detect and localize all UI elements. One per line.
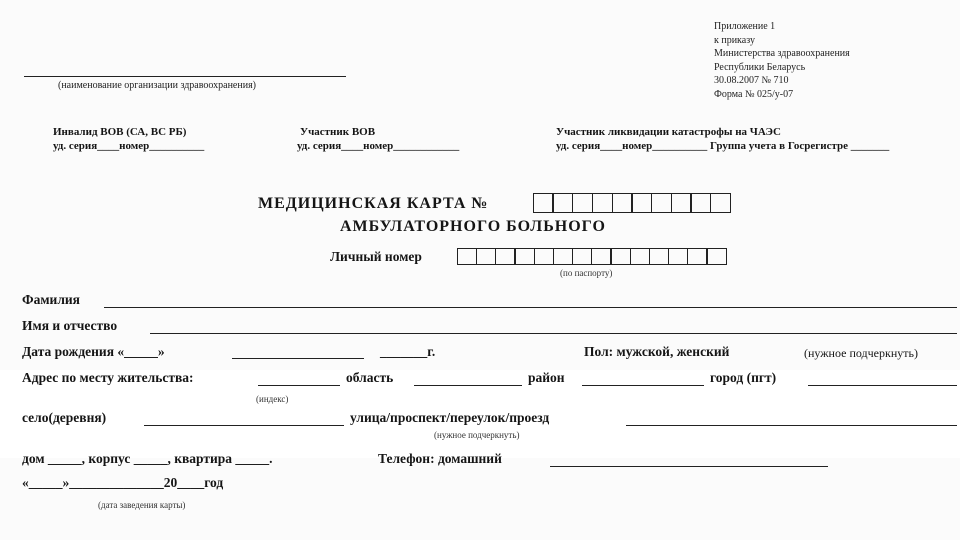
dob-month-field[interactable] xyxy=(232,358,364,359)
appendix-line: Форма № 025/у-07 xyxy=(714,88,794,100)
phone-label: Телефон: домашний xyxy=(378,451,502,466)
card-subtitle: АМБУЛАТОРНОГО БОЛЬНОГО xyxy=(340,218,606,235)
street-field[interactable] xyxy=(626,425,957,426)
street-label: улица/проспект/переулок/проезд xyxy=(350,410,550,425)
district-label: район xyxy=(528,370,565,385)
category-wwii-veteran: Участник ВОВ xyxy=(300,126,376,138)
personal-number-boxes[interactable] xyxy=(458,248,727,265)
category-wwii-invalid: Инвалид ВОВ (СА, ВС РБ) xyxy=(53,126,187,138)
appendix-line: Приложение 1 xyxy=(714,21,776,32)
card-date-caption: (дата заведения карты) xyxy=(98,500,186,510)
name-label: Имя и отчество xyxy=(22,318,118,333)
category-chernobyl-cert[interactable]: уд. серия____номер__________ Группа учета в Госрегистре _______ xyxy=(556,140,890,152)
village-field[interactable] xyxy=(144,425,344,426)
phone-field[interactable] xyxy=(550,466,828,467)
appendix-line: 30.08.2007 № 710 xyxy=(714,75,789,87)
index-caption: (индекс) xyxy=(256,394,289,404)
sex-label[interactable]: Пол: мужской, женский xyxy=(584,344,730,359)
house-line[interactable]: дом _____, корпус _____, квартира _____. xyxy=(22,451,273,466)
appendix-line: к приказу xyxy=(714,34,755,46)
appendix-line: Республики Беларусь xyxy=(714,61,806,73)
personal-number-caption: (по паспорту) xyxy=(560,268,613,278)
dob-year[interactable]: _______г. xyxy=(380,344,436,359)
category-wwii-invalid-cert[interactable]: уд. серия____номер__________ xyxy=(53,140,205,152)
surname-label: Фамилия xyxy=(22,292,80,307)
name-field[interactable] xyxy=(150,333,957,334)
city-field[interactable] xyxy=(808,385,957,386)
sex-note: (нужное подчеркнуть) xyxy=(804,346,918,360)
card-date[interactable]: «_____»______________20____год xyxy=(22,475,224,490)
postal-index-field[interactable] xyxy=(258,385,340,386)
village-label: село(деревня) xyxy=(22,410,107,425)
district-field[interactable] xyxy=(582,385,704,386)
surname-field[interactable] xyxy=(104,307,957,308)
org-name-line[interactable] xyxy=(24,76,346,77)
category-wwii-veteran-cert[interactable]: уд. серия____номер____________ xyxy=(297,140,460,152)
address-label: Адрес по месту жительства: xyxy=(22,370,194,385)
region-field[interactable] xyxy=(414,385,522,386)
appendix-line: Министерства здравоохранения xyxy=(714,48,850,60)
street-caption: (нужное подчеркнуть) xyxy=(434,430,520,440)
appendix-block xyxy=(714,20,850,102)
org-caption: (наименование организации здравоохранения) xyxy=(58,80,257,91)
city-label: город (пгт) xyxy=(710,370,777,385)
category-chernobyl: Участник ликвидации катастрофы на ЧАЭС xyxy=(556,126,781,138)
dob-label: Дата рождения «_____» xyxy=(22,344,165,359)
region-label: область xyxy=(346,370,394,385)
personal-number-label: Личный номер xyxy=(330,249,422,264)
card-title: МЕДИЦИНСКАЯ КАРТА № xyxy=(258,195,489,212)
card-number-boxes[interactable] xyxy=(534,193,731,213)
